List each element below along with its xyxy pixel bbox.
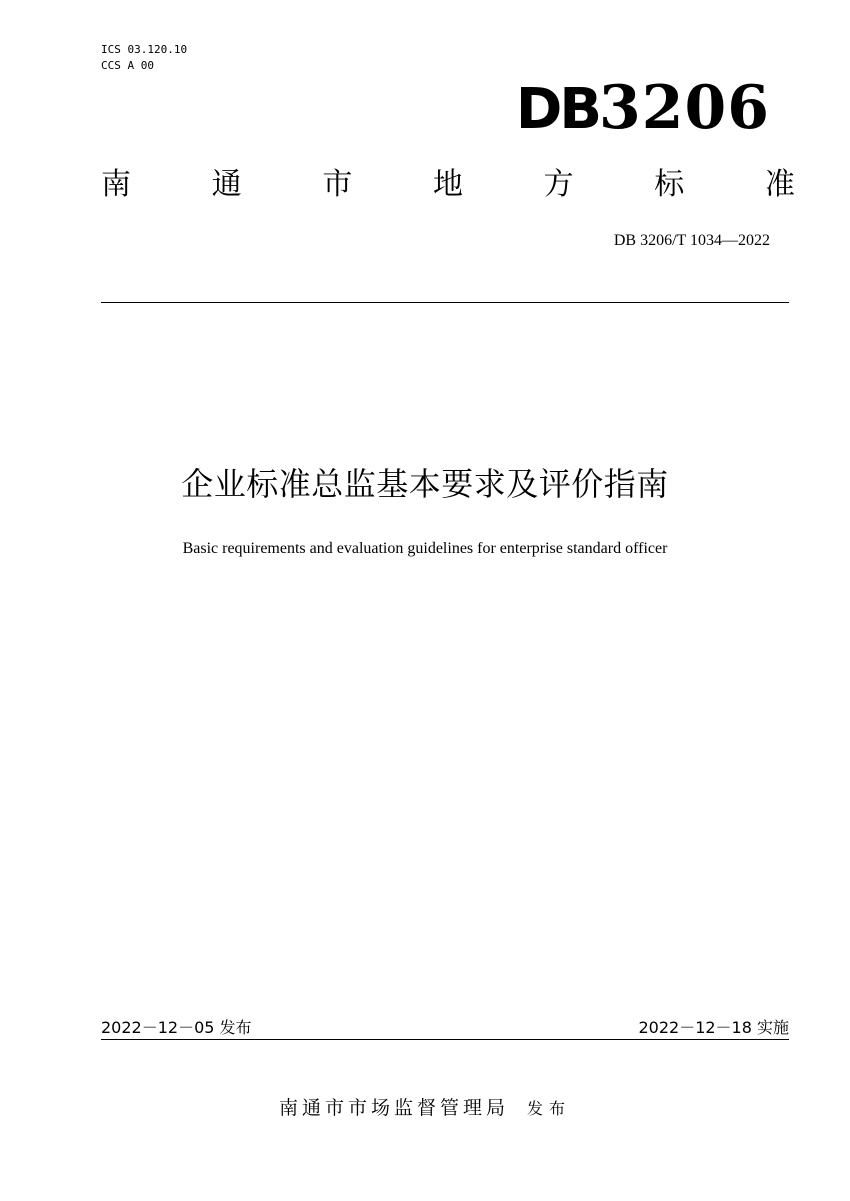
issue-date: 2022－12－05 发布 [101,1018,252,1037]
date-line [101,1017,789,1040]
standard-type-char: 南 [101,167,131,202]
header-divider [101,302,789,303]
standard-type-char: 通 [211,167,242,202]
ics-code: ICS 03.120.10 [101,43,188,56]
issuing-authority [0,1094,850,1123]
implementation-date: 2022－12－18 实施 [638,1018,789,1037]
issuer-action: 发布 [527,1099,572,1118]
standard-number: DB 3206/T 1034—2022 [613,232,770,249]
standard-type-char: 市 [322,167,353,202]
standard-type-char: 标 [654,167,685,202]
standard-type-char: 准 [764,167,795,202]
standard-logo [516,68,770,150]
issuer-organization: 南通市市场监督管理局 [278,1097,509,1119]
standard-type-char: 地 [432,167,463,202]
logo-code: 3206 [599,73,770,143]
standard-type-heading [101,163,795,207]
standard-type-char: 方 [543,167,574,202]
ccs-code: CCS A 00 [101,59,154,72]
title-english: Basic requirements and evaluation guidelines for enterprise standard officer [182,540,668,557]
classification-codes [101,42,187,74]
logo-prefix: DB [515,77,599,142]
title-chinese: 企业标准总监基本要求及评价指南 [181,465,669,503]
